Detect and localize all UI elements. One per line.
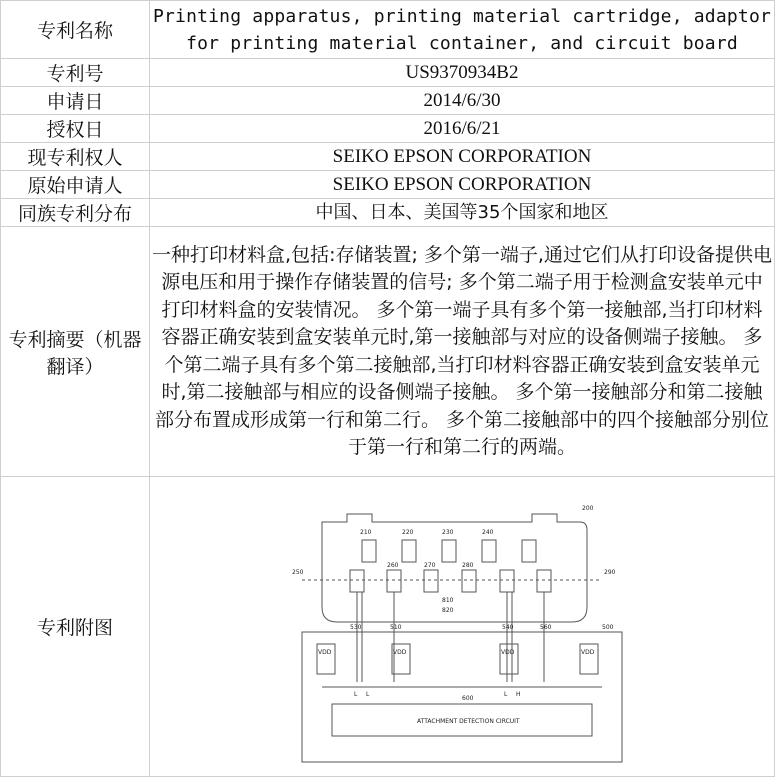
value-abstract: 一种打印材料盒,包括:存储装置; 多个第一端子,通过它们从打印设备提供电源电压和用于操作存储装置的信号; 多个第二端子用于检测盒安装单元中打印材料盒的安装情况。 多个第一端子具有多个第一接触部,当打印材料容器正确安装到盒安装单元时,第一接触部与对应的设备侧端子接触。 多个第二端子具有多个第二接触部,当打印材料容器正确安装到盒安装单元时,第二接触部与相应的设备侧端子接触。 多个第一接触部分和第二接触部分布置成形成第一行和第二行。 多个第二接触部中的四个接触部分别位于第一行和第二行的两端。 — [150, 227, 775, 477]
terminal — [522, 540, 536, 562]
figure-cell — [150, 477, 775, 777]
ref-540: 540 — [502, 623, 514, 631]
circuit-label: ATTACHMENT DETECTION CIRCUIT — [417, 717, 520, 725]
row-number — [1, 59, 775, 87]
ref-810: 810 — [442, 596, 454, 604]
terminal — [462, 570, 476, 592]
terminal — [537, 570, 551, 592]
terminal — [350, 570, 364, 592]
ref-250: 250 — [292, 568, 304, 576]
ref-510: 510 — [390, 623, 402, 631]
ref-240: 240 — [482, 528, 494, 536]
level-label: L — [354, 690, 358, 698]
row-filing-date — [1, 87, 775, 115]
value-current-owner: SEIKO EPSON CORPORATION — [150, 143, 775, 171]
label-figure: 专利附图 — [1, 477, 150, 777]
level-label: H — [516, 690, 521, 698]
label-grant-date: 授权日 — [1, 115, 150, 143]
level-label: L — [504, 690, 508, 698]
ref-290: 290 — [604, 568, 616, 576]
label-number: 专利号 — [1, 59, 150, 87]
vdd-label: VDD — [318, 648, 332, 656]
row-grant-date — [1, 115, 775, 143]
label-family: 同族专利分布 — [1, 199, 150, 227]
terminal — [424, 570, 438, 592]
terminal — [362, 540, 376, 562]
ref-230: 230 — [442, 528, 454, 536]
value-filing-date: 2014/6/30 — [150, 87, 775, 115]
terminal — [442, 540, 456, 562]
row-figure — [1, 477, 775, 777]
terminal — [387, 570, 401, 592]
row-abstract — [1, 227, 775, 477]
terminal — [482, 540, 496, 562]
ref-600: 600 — [462, 694, 474, 702]
ref-820: 820 — [442, 606, 454, 614]
row-title — [1, 1, 775, 59]
label-filing-date: 申请日 — [1, 87, 150, 115]
level-label: L — [366, 690, 370, 698]
ref-260: 260 — [387, 561, 399, 569]
value-grant-date: 2016/6/21 — [150, 115, 775, 143]
value-title: Printing apparatus, printing material cartridge, adaptor for printing material container, and circuit board — [150, 1, 775, 59]
ref-270: 270 — [424, 561, 436, 569]
ref-560: 560 — [540, 623, 552, 631]
ref-220: 220 — [402, 528, 414, 536]
vdd-label: VDD — [581, 648, 595, 656]
row-original-applicant — [1, 171, 775, 199]
ref-530: 530 — [350, 623, 362, 631]
terminal — [402, 540, 416, 562]
value-number: US9370934B2 — [150, 59, 775, 87]
label-original-applicant: 原始申请人 — [1, 171, 150, 199]
vdd-label: VDD — [501, 648, 515, 656]
value-original-applicant: SEIKO EPSON CORPORATION — [150, 171, 775, 199]
label-title: 专利名称 — [1, 1, 150, 59]
ref-500: 500 — [602, 623, 614, 631]
row-current-owner — [1, 143, 775, 171]
ref-280: 280 — [462, 561, 474, 569]
ref-200: 200 — [582, 504, 594, 512]
patent-drawing — [262, 482, 662, 772]
vdd-label: VDD — [393, 648, 407, 656]
ref-210: 210 — [360, 528, 372, 536]
row-family — [1, 199, 775, 227]
value-family: 中国、日本、美国等35个国家和地区 — [150, 199, 775, 227]
label-abstract: 专利摘要（机器翻译） — [1, 227, 150, 477]
label-current-owner: 现专利权人 — [1, 143, 150, 171]
terminal — [500, 570, 514, 592]
